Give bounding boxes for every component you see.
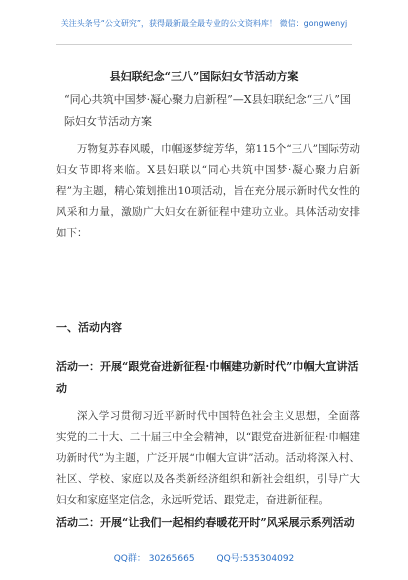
document-title: 县妇联纪念“三八”国际妇女节活动方案 (109, 70, 299, 83)
activity-one-heading: 活动一：开展“跟党奋进新征程·巾帼建功新时代”巾帼大宣讲活动 (56, 360, 359, 395)
header-banner: 关注头条号“公文研究”，获得最新最全最专业的公文资料库！ 微信：gongwenyj (60, 19, 348, 28)
activity-two-heading: 活动二：开展“让我们一起相约春暖花开时”风采展示系列活动 (56, 516, 355, 529)
footer-qq-number: QQ号:535304092 (216, 554, 295, 564)
header-divider (56, 44, 352, 45)
footer-contact (0, 551, 408, 564)
footer-qq-group: QQ群： 30265665 (113, 554, 195, 564)
activity-one-body: 深入学习贯彻习近平新时代中国特色社会主义思想，全面落实党的二十大、二十届三中全会精神，以“跟党奋进新征程·巾帼建功新时代”为主题，广泛开展“巾帼大宣讲”活动。活动将深入村、社区、学校、家庭以及各类新经济组织和新社会组织，引导广大妇女和家庭坚定信念，永远听党话、跟党走，奋进新征程。 (56, 410, 360, 506)
document-subtitle: “同心共筑中国梦·凝心聚力启新程”—X县妇联纪念“三八”国际妇女节活动方案 (64, 93, 351, 128)
section-heading-activity-content: 一、活动内容 (56, 321, 122, 334)
intro-paragraph: 万物复苏春风暖，巾帼逐梦绽芳华，第115个“三八”国际劳动妇女节即将来临。X县妇联以“同心共筑中国梦·凝心聚力启新程”为主题，精心策划推出10项活动，旨在充分展示新时代女性的风采和力量，激励广大妇女在新征程中建功立业。具体活动安排如下： (56, 143, 360, 239)
